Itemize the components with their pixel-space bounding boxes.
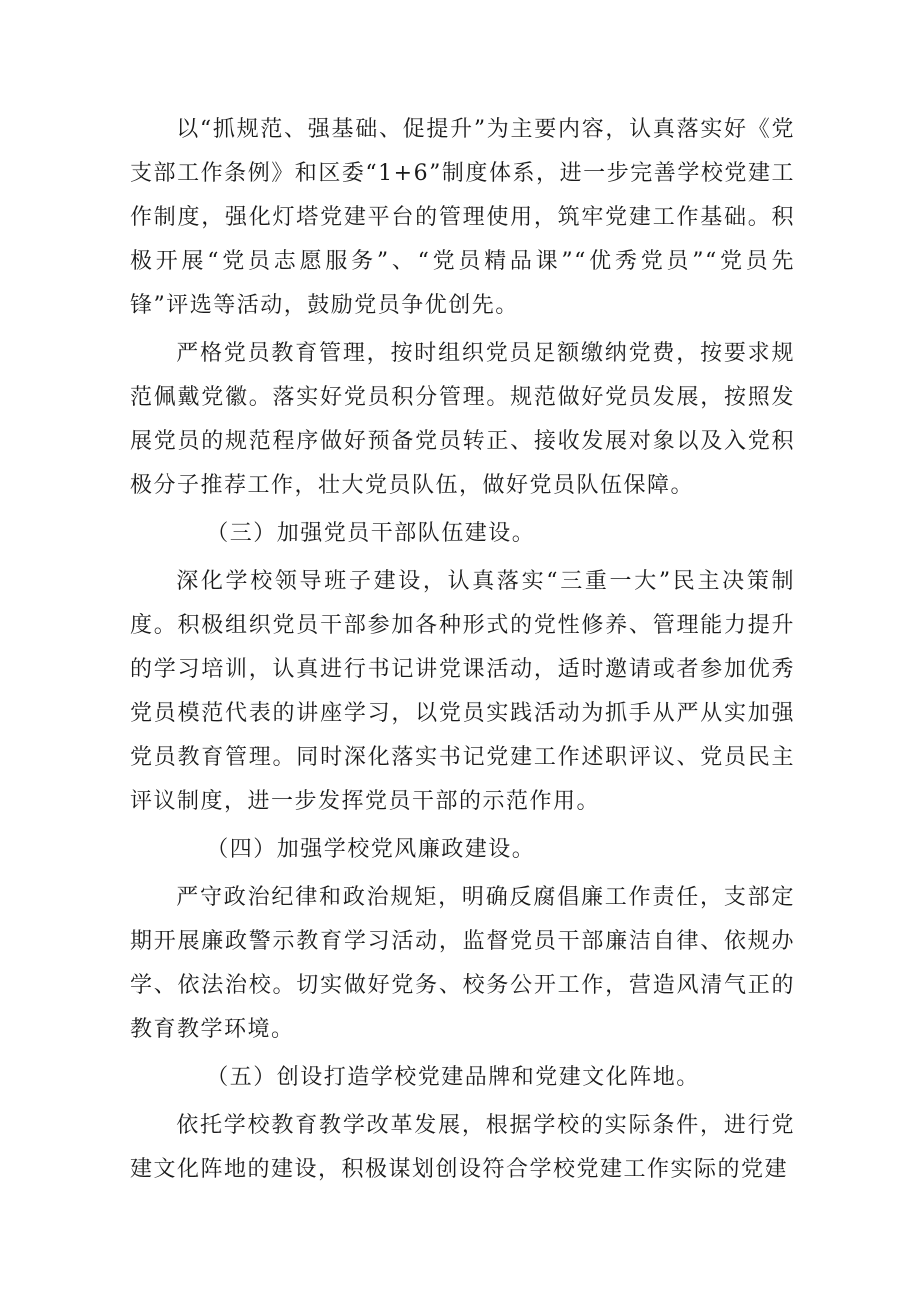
paragraph-culture-front: 依托学校教育教学改革发展，根据学校的实际条件，进行党建文化阵地的建设，积极谋划创设符合学校党建工作实际的党建 [130, 1113, 795, 1182]
section-heading-five: （五）创设打造学校党建品牌和党建文化阵地。 [206, 1065, 700, 1090]
document-body [130, 108, 795, 1196]
paragraph-party-branch-standards: 以“抓规范、强基础、促提升”为主要内容，认真落实好《党支部工作条例》和区委“1+6”制度体系，进一步完善学校党建工作制度，强化灯塔党建平台的管理使用，筑牢党建工作基础。积极开展“党员志愿服务”、“党员精品课”“优秀党员”“党员先锋”评选等活动，鼓励党员争优创先。 [130, 117, 795, 318]
paragraph-leadership-building: 深化学校领导班子建设，认真落实“三重一大”民主决策制度。积极组织党员干部参加各种形式的党性修养、管理能力提升的学习培训，认真进行书记讲党课活动，适时邀请或者参加优秀党员模范代表的讲座学习，以党员实践活动为抓手从严从实加强党员教育管理。同时深化落实书记党建工作述职评议、党员民主评议制度，进一步发挥党员干部的示范作用。 [130, 569, 795, 814]
section-heading-four: （四）加强学校党风廉政建设。 [206, 837, 536, 862]
paragraph-integrity-building: 严守政治纪律和政治规矩，明确反腐倡廉工作责任，支部定期开展廉政警示教育学习活动，监督党员干部廉洁自律、依规办学、依法治校。切实做好党务、校务公开工作，营造风清气正的教育教学环境。 [130, 885, 795, 1042]
section-heading-three: （三）加强党员干部队伍建设。 [206, 521, 536, 546]
paragraph-member-management: 严格党员教育管理，按时组织党员足额缴纳党费，按要求规范佩戴党徽。落实好党员积分管理。规范做好党员发展，按照发展党员的规范程序做好预备党员转正、接收发展对象以及入党积极分子推荐工作，壮大党员队伍，做好党员队伍保障。 [130, 341, 795, 498]
